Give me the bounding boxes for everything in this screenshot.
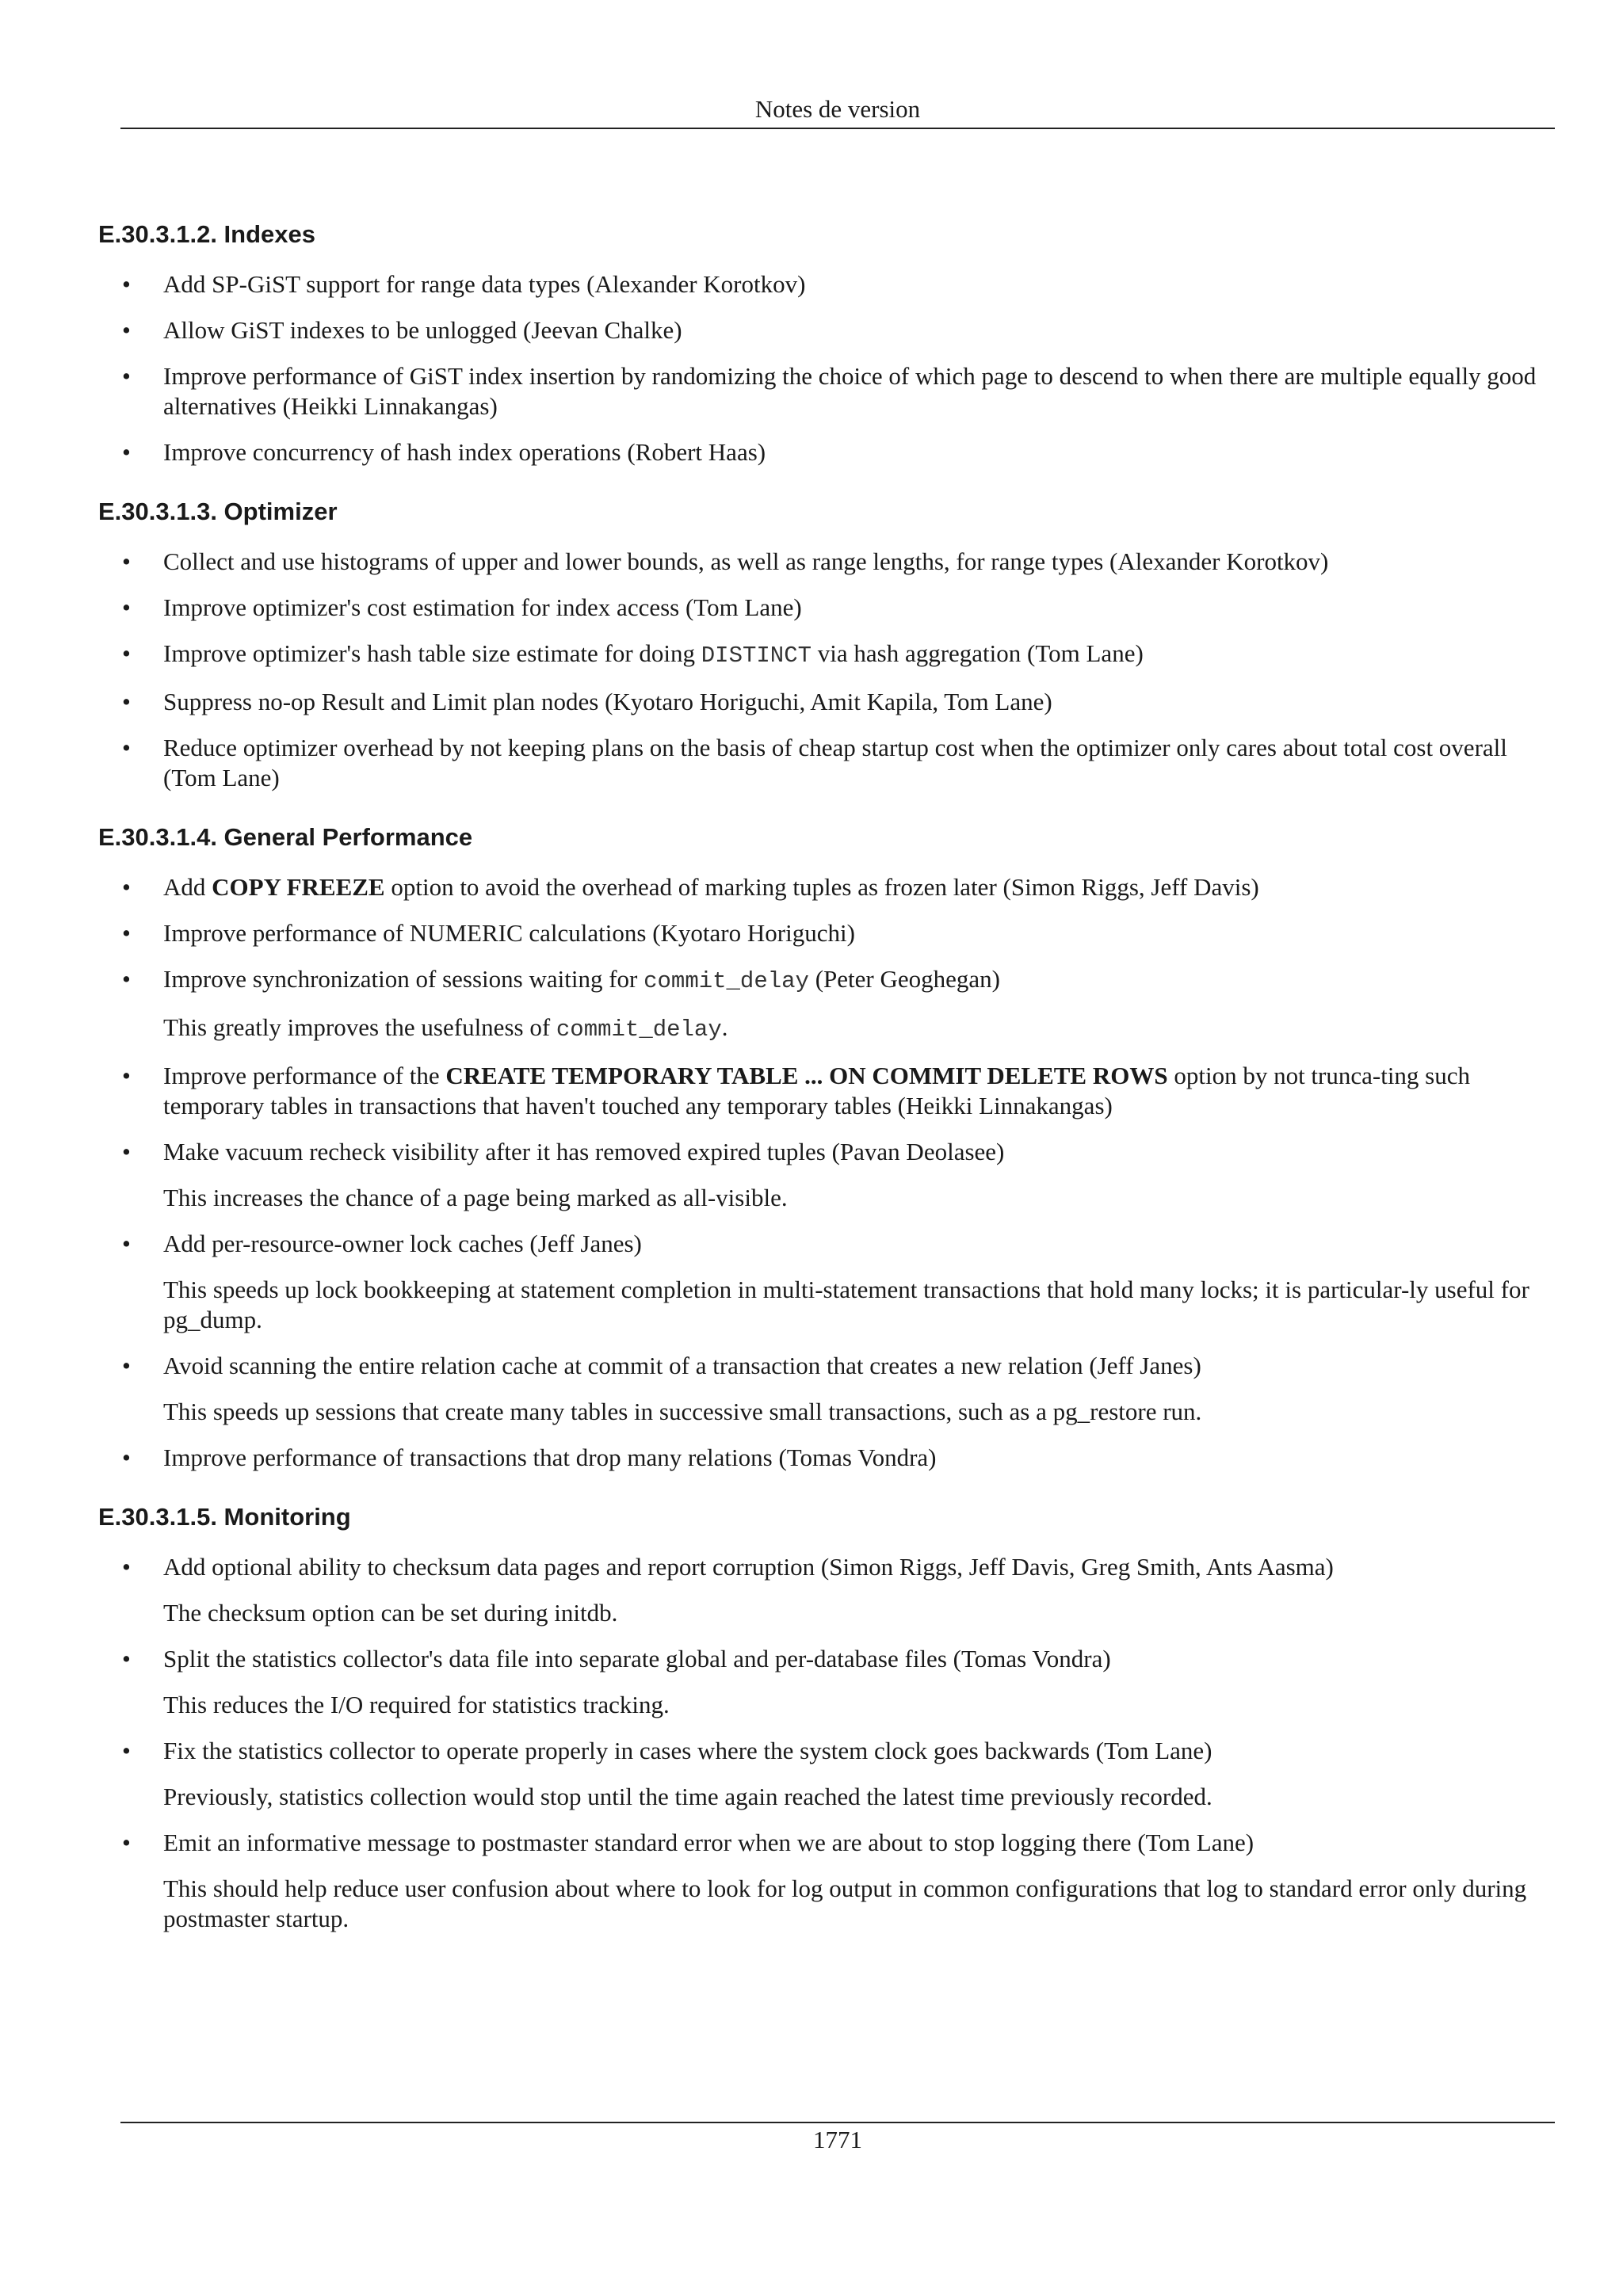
item-text: Add per-resource-owner lock caches (Jeff Janes) xyxy=(163,1230,642,1257)
list-item xyxy=(98,1552,1555,1628)
bullet-icon: • xyxy=(122,873,131,901)
list-item xyxy=(98,964,1555,1045)
item-text xyxy=(163,1061,1555,1121)
page-content xyxy=(98,190,1555,1950)
bullet-icon: • xyxy=(122,919,131,947)
item-text: Improve optimizer's cost estimation for index access (Tom Lane) xyxy=(163,593,802,621)
note-text-part: This greatly improves the usefulness of xyxy=(163,1013,556,1041)
page-number: 1771 xyxy=(813,2126,862,2153)
header-rule xyxy=(120,128,1555,129)
item-text xyxy=(163,639,1555,671)
list-item xyxy=(98,733,1555,793)
list-item xyxy=(98,639,1555,671)
item-text xyxy=(163,964,1555,997)
section-title-general-performance: E.30.3.1.4. General Performance xyxy=(98,823,473,851)
list-item xyxy=(98,1229,1555,1335)
item-text-part: option to avoid the overhead of marking tuples as frozen later (Simon Riggs, Jeff Davis) xyxy=(384,873,1259,901)
item-note: This should help reduce user confusion about where to look for log output in common configurations that log to standard error only during postmaster startup. xyxy=(163,1875,1527,1932)
bullet-icon: • xyxy=(122,1737,131,1764)
code-literal: commit_delay xyxy=(556,1016,722,1043)
list-item xyxy=(98,269,1555,299)
item-text-part: Improve optimizer's hash table size estimate for doing xyxy=(163,639,701,667)
list-item xyxy=(98,315,1555,345)
item-text: Improve concurrency of hash index operations (Robert Haas) xyxy=(163,438,766,466)
item-text xyxy=(163,872,1555,902)
item-text: Improve performance of transactions that drop many relations (Tomas Vondra) xyxy=(163,1444,937,1471)
footer-rule xyxy=(120,2122,1555,2123)
item-text: Fix the statistics collector to operate properly in cases where the system clock goes backwards (Tom Lane) xyxy=(163,1737,1212,1764)
bullet-icon: • xyxy=(122,270,131,298)
item-text: Collect and use histograms of upper and lower bounds, as well as range lengths, for range types (Alexander Korotkov) xyxy=(163,547,1329,575)
list-item xyxy=(98,1644,1555,1720)
item-text: Improve performance of NUMERIC calculations (Kyotaro Horiguchi) xyxy=(163,919,855,947)
bullet-icon: • xyxy=(122,1352,131,1379)
bullet-icon: • xyxy=(122,1645,131,1672)
item-note: This increases the chance of a page being marked as all-visible. xyxy=(163,1184,788,1211)
item-note: The checksum option can be set during initdb. xyxy=(163,1599,618,1627)
code-literal: commit_delay xyxy=(643,968,809,994)
list-item xyxy=(98,1061,1555,1121)
list-item xyxy=(98,437,1555,467)
general-performance-list xyxy=(98,872,1555,1473)
running-header: Notes de version xyxy=(754,95,921,123)
item-text: Emit an informative message to postmaster standard error when we are about to stop logging there (Tom Lane) xyxy=(163,1829,1254,1856)
bullet-icon: • xyxy=(122,593,131,621)
section-title-indexes: E.30.3.1.2. Indexes xyxy=(98,220,316,248)
bullet-icon: • xyxy=(122,1230,131,1257)
item-text-part: (Peter Geoghegan) xyxy=(808,965,1000,993)
list-item xyxy=(98,593,1555,623)
item-text-part: option by not trunca-ting such temporary tables in transactions that haven't touched any temporary tables (Heikki Linnakangas) xyxy=(163,1062,1471,1119)
bullet-icon: • xyxy=(122,1829,131,1856)
bullet-icon: • xyxy=(122,1444,131,1471)
bullet-icon: • xyxy=(122,965,131,993)
list-item xyxy=(98,547,1555,577)
list-item xyxy=(98,1736,1555,1812)
item-note: This speeds up lock bookkeeping at statement completion in multi-statement transactions that hold many locks; it is particular-ly useful for pg_dump. xyxy=(163,1276,1529,1333)
item-text: Improve performance of GiST index insertion by randomizing the choice of which page to descend to when there are multiple equally good alternatives (Heikki Linnakangas) xyxy=(163,362,1537,420)
bullet-icon: • xyxy=(122,639,131,667)
list-item xyxy=(98,1137,1555,1213)
bullet-icon: • xyxy=(122,316,131,344)
item-text-part: Improve synchronization of sessions waiting for xyxy=(163,965,644,993)
bullet-icon: • xyxy=(122,547,131,575)
bullet-icon: • xyxy=(122,1138,131,1165)
list-item xyxy=(98,872,1555,902)
bullet-icon: • xyxy=(122,1062,131,1089)
bold-term: CREATE TEMPORARY TABLE ... ON COMMIT DELETE ROWS xyxy=(445,1062,1168,1089)
item-text: Avoid scanning the entire relation cache at commit of a transaction that creates a new relation (Jeff Janes) xyxy=(163,1352,1201,1379)
code-literal: DISTINCT xyxy=(701,643,812,669)
item-text: Make vacuum recheck visibility after it has removed expired tuples (Pavan Deolasee) xyxy=(163,1138,1005,1165)
bullet-icon: • xyxy=(122,688,131,715)
list-item xyxy=(98,1351,1555,1427)
item-note: Previously, statistics collection would stop until the time again reached the latest time previously recorded. xyxy=(163,1783,1212,1810)
list-item xyxy=(98,687,1555,717)
item-text-part: via hash aggregation (Tom Lane) xyxy=(812,639,1144,667)
note-text-part: . xyxy=(721,1013,728,1041)
bullet-icon: • xyxy=(122,734,131,761)
bold-term: COPY FREEZE xyxy=(212,873,385,901)
item-note xyxy=(163,1013,1555,1045)
bullet-icon: • xyxy=(122,1553,131,1581)
item-text: Add SP-GiST support for range data types (Alexander Korotkov) xyxy=(163,270,806,298)
item-text: Reduce optimizer overhead by not keeping plans on the basis of cheap startup cost when the optimizer only cares about total cost overall (Tom Lane) xyxy=(163,734,1507,791)
list-item xyxy=(98,361,1555,421)
monitoring-list xyxy=(98,1552,1555,1934)
bullet-icon: • xyxy=(122,362,131,390)
item-text: Suppress no-op Result and Limit plan nodes (Kyotaro Horiguchi, Amit Kapila, Tom Lane) xyxy=(163,688,1052,715)
item-text: Allow GiST indexes to be unlogged (Jeevan Chalke) xyxy=(163,316,682,344)
section-title-monitoring: E.30.3.1.5. Monitoring xyxy=(98,1503,351,1531)
item-text: Add optional ability to checksum data pages and report corruption (Simon Riggs, Jeff Davis, Greg Smith, Ants Aasma) xyxy=(163,1553,1334,1581)
section-title-optimizer: E.30.3.1.3. Optimizer xyxy=(98,498,338,525)
item-text: Split the statistics collector's data file into separate global and per-database files (Tomas Vondra) xyxy=(163,1645,1111,1672)
list-item xyxy=(98,1828,1555,1934)
list-item xyxy=(98,1443,1555,1473)
indexes-list xyxy=(98,269,1555,467)
item-note: This speeds up sessions that create many tables in successive small transactions, such as a pg_restore run. xyxy=(163,1398,1202,1425)
list-item xyxy=(98,918,1555,948)
bullet-icon: • xyxy=(122,438,131,466)
optimizer-list xyxy=(98,547,1555,793)
item-note: This reduces the I/O required for statistics tracking. xyxy=(163,1691,670,1718)
item-text-part: Improve performance of the xyxy=(163,1062,446,1089)
item-text-part: Add xyxy=(163,873,212,901)
